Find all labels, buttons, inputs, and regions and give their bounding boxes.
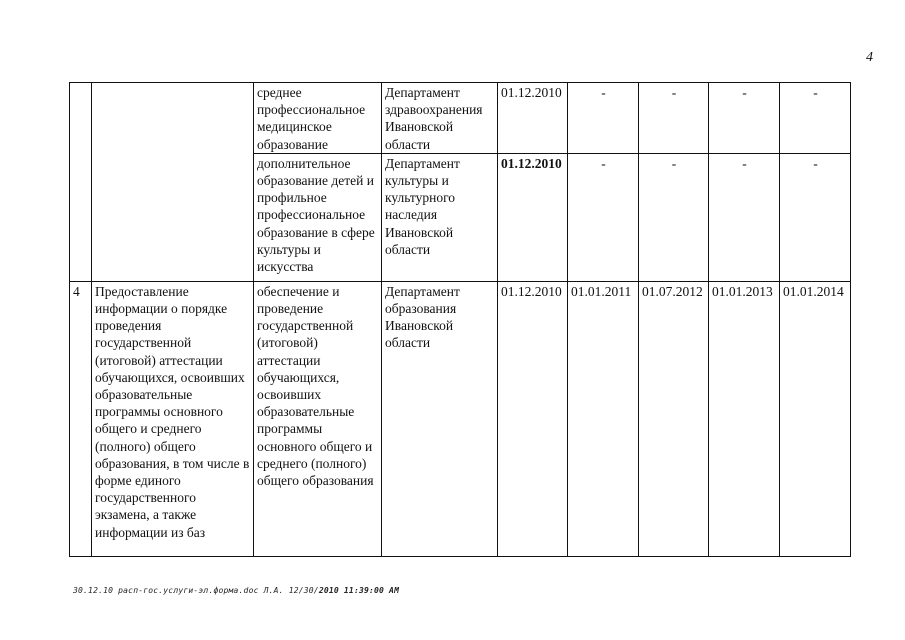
- sublevel-cell: среднее профессиональное медицинское образование: [254, 83, 382, 154]
- table-row: [70, 83, 851, 154]
- department-cell: Департамент здравоохранения Ивановской области: [382, 83, 498, 154]
- document-footer: [73, 586, 399, 595]
- date-cell-5: -: [780, 83, 851, 154]
- date-cell-1: 01.12.2010: [498, 281, 568, 556]
- footer-year: 2010: [318, 586, 339, 595]
- row-number-cell: [70, 83, 92, 282]
- date-cell-1: 01.12.2010: [498, 83, 568, 154]
- services-table: [69, 82, 851, 557]
- date-cell-4: -: [709, 153, 780, 281]
- department-cell: Департамент культуры и культурного наследия Ивановской области: [382, 153, 498, 281]
- service-cell: Предоставление информации о порядке проведения государственной (итоговой) аттестации обучающихся, освоивших образовательные программы основного общего и среднего (полного) общего образования, в том числе в форме единого государственного экзамена, а также информации из баз: [92, 281, 254, 556]
- date-cell-2: -: [568, 153, 639, 281]
- date-cell-3: -: [639, 83, 709, 154]
- row-number-cell: 4: [70, 281, 92, 556]
- page-number: 4: [866, 50, 873, 65]
- table-row: [70, 281, 851, 556]
- date-cell-4: 01.01.2013: [709, 281, 780, 556]
- date-cell-5: 01.01.2014: [780, 281, 851, 556]
- date-cell-3: 01.07.2012: [639, 281, 709, 556]
- date-cell-2: -: [568, 83, 639, 154]
- footer-time: 11:39:00 AM: [338, 586, 400, 595]
- date-cell-3: -: [639, 153, 709, 281]
- sublevel-cell: обеспечение и проведение государственной (итоговой) аттестации обучающихся, освоивших образовательные программы основного общего и среднего (полного) общего образования: [254, 281, 382, 556]
- department-cell: Департамент образования Ивановской области: [382, 281, 498, 556]
- date-cell-4: -: [709, 83, 780, 154]
- date-cell-1: 01.12.2010: [498, 153, 568, 281]
- date-cell-5: -: [780, 153, 851, 281]
- footer-text: 30.12.10 расп-гос.услуги-эл.форма.doc Л.А. 12/30/: [73, 586, 319, 595]
- sublevel-cell: дополнительное образование детей и профильное профессиональное образование в сфере культуры и искусства: [254, 153, 382, 281]
- date-cell-2: 01.01.2011: [568, 281, 639, 556]
- service-cell: [92, 83, 254, 282]
